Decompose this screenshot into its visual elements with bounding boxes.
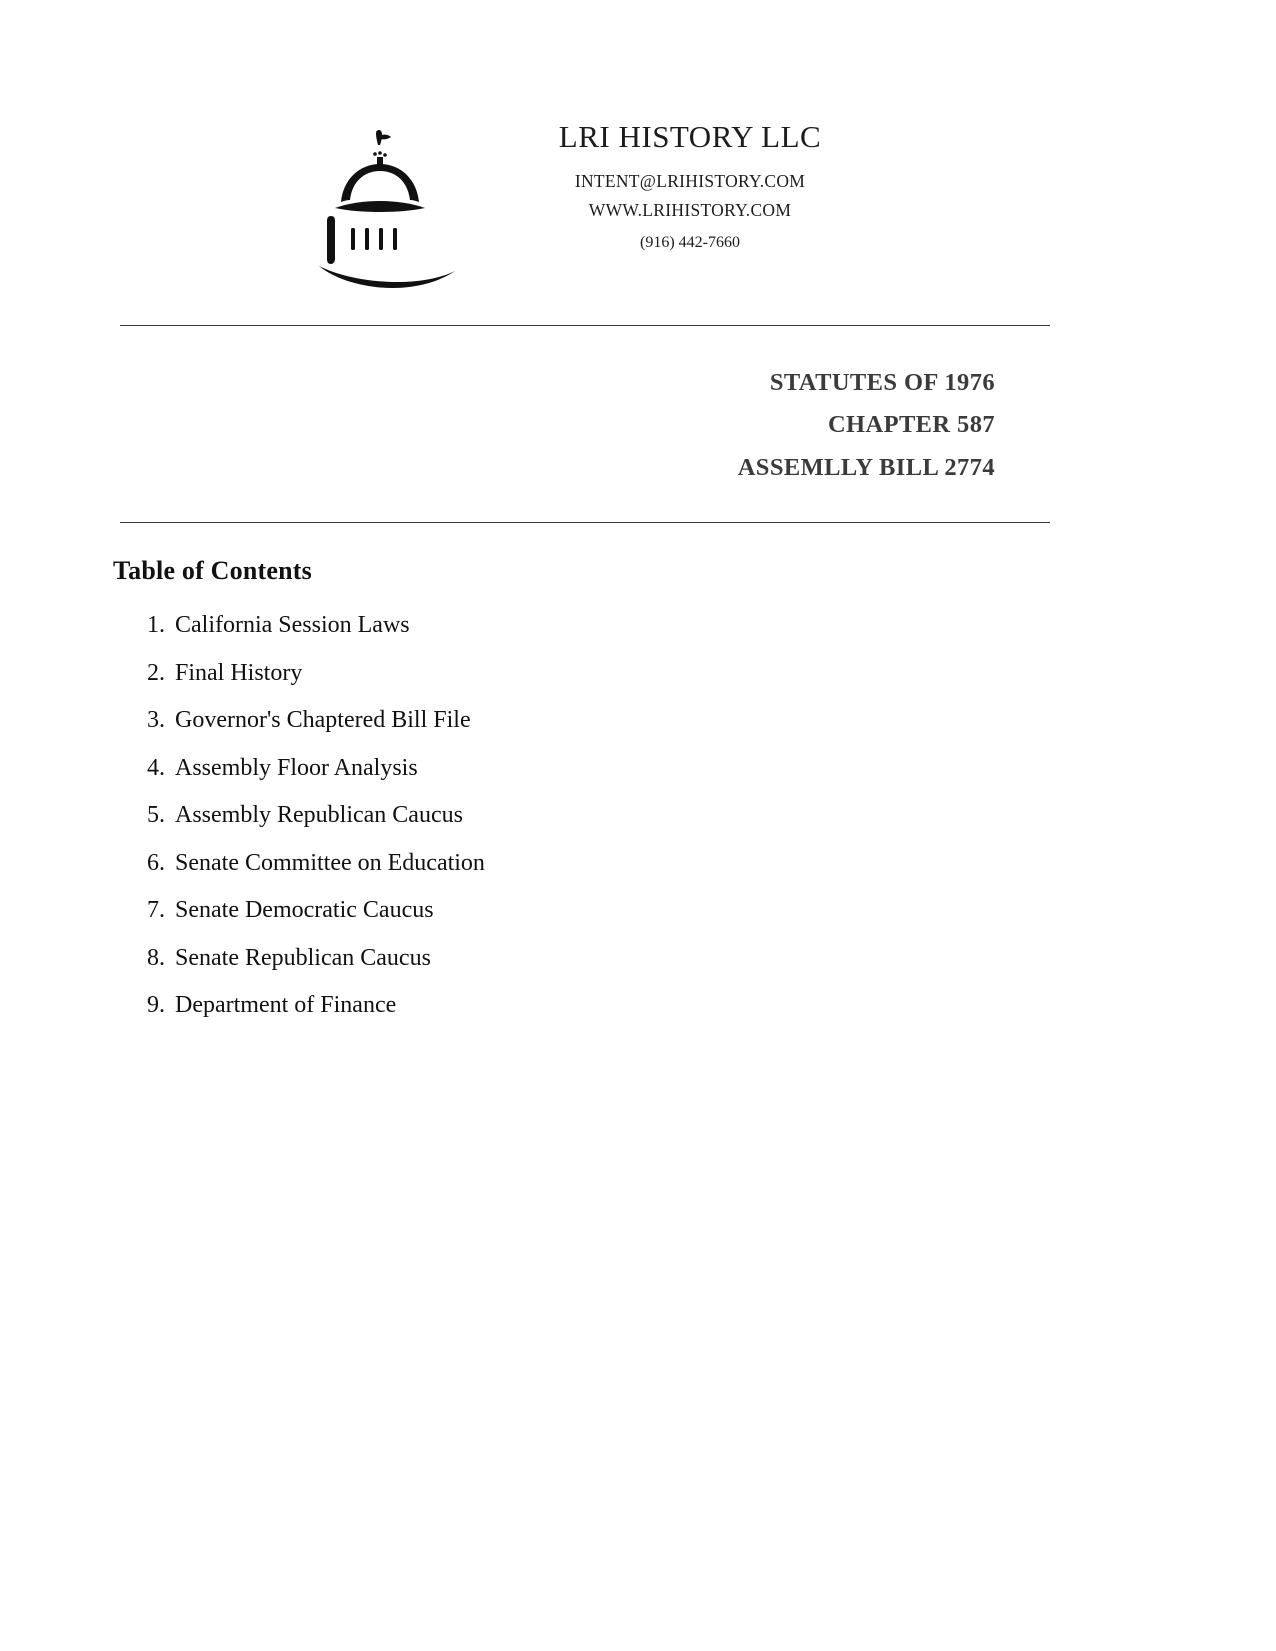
company-phone: (916) 442-7660 <box>640 233 740 251</box>
company-website: WWW.LRIHISTORY.COM <box>588 200 792 221</box>
list-item[interactable] <box>113 708 913 756</box>
list-item[interactable] <box>113 613 913 661</box>
list-item-number: 3. <box>147 707 165 733</box>
letterhead-text <box>480 118 900 258</box>
list-item[interactable] <box>113 803 913 851</box>
letterhead <box>0 118 1276 289</box>
list-item-label: Senate Committee on Education <box>175 849 485 876</box>
bill-line: ASSEMLLY BILL 2774 <box>737 453 995 481</box>
list-item-label: California Session Laws <box>175 612 410 638</box>
list-item-number: 8. <box>147 944 165 971</box>
list-item[interactable] <box>113 756 913 804</box>
list-item-number: 7. <box>147 897 165 923</box>
list-item-number: 4. <box>147 754 165 781</box>
list-item-number: 1. <box>147 612 165 638</box>
list-item-label: Department of Finance <box>175 992 397 1018</box>
company-name: LRI HISTORY LLC <box>558 119 822 154</box>
list-item-label: Assembly Republican Caucus <box>175 802 463 828</box>
list-item[interactable] <box>113 946 913 994</box>
logo <box>290 118 470 289</box>
bill-heading <box>120 362 995 489</box>
table-of-contents-list <box>113 613 913 1041</box>
divider-bottom <box>120 522 1050 523</box>
list-item[interactable] <box>113 898 913 946</box>
statutes-line: STATUTES OF 1976 <box>769 369 995 396</box>
company-email: INTENT@LRIHISTORY.COM <box>574 171 806 192</box>
list-item-label: Governor's Chaptered Bill File <box>175 707 471 733</box>
list-item-number: 5. <box>147 802 165 828</box>
list-item-number: 2. <box>147 659 165 686</box>
page-title: Table of Contents <box>113 556 312 585</box>
divider-top <box>120 325 1050 326</box>
list-item-number: 9. <box>147 992 165 1018</box>
capitol-dome-icon <box>305 124 455 289</box>
list-item[interactable] <box>113 661 913 709</box>
list-item[interactable] <box>113 851 913 899</box>
list-item-label: Final History <box>175 659 303 686</box>
list-item-label: Senate Republican Caucus <box>175 944 431 971</box>
list-item[interactable] <box>113 993 913 1041</box>
list-item-label: Assembly Floor Analysis <box>175 754 418 781</box>
list-item-number: 6. <box>147 849 165 876</box>
chapter-line: CHAPTER 587 <box>827 411 995 439</box>
list-item-label: Senate Democratic Caucus <box>175 897 434 923</box>
